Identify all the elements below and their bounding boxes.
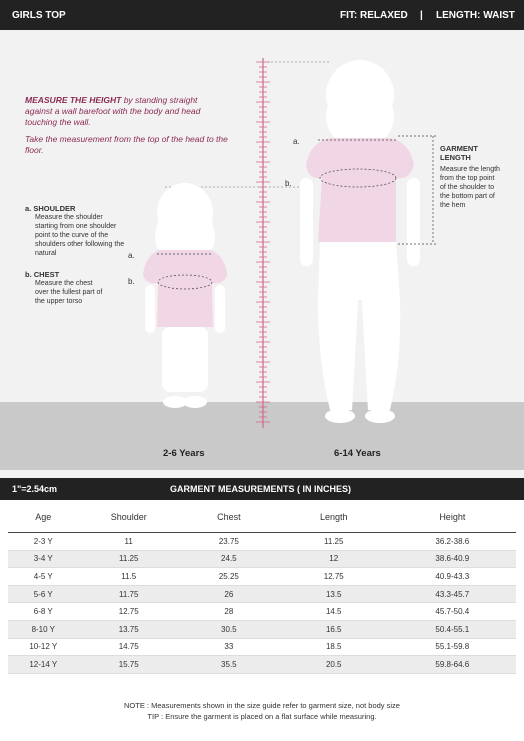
large-marker-a: a. <box>293 137 300 146</box>
table-cell: 16.5 <box>279 620 389 638</box>
table-row <box>8 533 516 551</box>
table-cell: 13.75 <box>79 620 179 638</box>
table-cell: 11.25 <box>79 550 179 568</box>
table-cell: 23.75 <box>179 533 279 551</box>
shoulder-note-text: Measure the shoulder starting from one shoulder point to the curve of the shoulders other following the natural <box>35 214 125 257</box>
table-row <box>8 585 516 603</box>
footer-tip: TIP : Ensure the garment is placed on a flat surface while measuring. <box>147 712 377 721</box>
small-child-figure <box>143 183 227 408</box>
table-cell: 2-3 Y <box>8 533 79 551</box>
table-cell: 43.3-45.7 <box>389 585 516 603</box>
table-title: GARMENT MEASUREMENTS ( IN INCHES) <box>170 484 352 494</box>
header-height: Height <box>389 502 516 533</box>
small-marker-a: a. <box>128 251 135 260</box>
measurement-table <box>8 502 516 674</box>
header-shoulder: Shoulder <box>79 502 179 533</box>
chest-note <box>25 270 107 306</box>
table-header-row <box>8 502 516 533</box>
table-cell: 33 <box>179 638 279 656</box>
table-cell: 5-6 Y <box>8 585 79 603</box>
table-cell: 12-14 Y <box>8 656 79 674</box>
large-top <box>306 138 414 242</box>
small-marker-b: b. <box>128 277 135 286</box>
table-cell: 4-5 Y <box>8 568 79 586</box>
table-cell: 14.75 <box>79 638 179 656</box>
table-cell: 28 <box>179 603 279 621</box>
table-cell: 12 <box>279 550 389 568</box>
header-chest: Chest <box>179 502 279 533</box>
header-length: Length <box>279 502 389 533</box>
table-cell: 40.9-43.3 <box>389 568 516 586</box>
table-cell: 13.5 <box>279 585 389 603</box>
height-ruler <box>256 58 270 428</box>
table-cell: 11.5 <box>79 568 179 586</box>
table-cell: 3-4 Y <box>8 550 79 568</box>
table-row <box>8 550 516 568</box>
table-cell: 11.25 <box>279 533 389 551</box>
measure-height-bold: MEASURE THE HEIGHT <box>25 95 122 105</box>
table-cell: 45.7-50.4 <box>389 603 516 621</box>
table-cell: 11 <box>79 533 179 551</box>
table-title-bar <box>0 478 524 500</box>
garment-length-note <box>440 144 502 210</box>
table-cell: 55.1-59.8 <box>389 638 516 656</box>
footer-notes <box>0 700 524 722</box>
table-cell: 18.5 <box>279 638 389 656</box>
table-cell: 12.75 <box>279 568 389 586</box>
large-figure-label: 6-14 Years <box>334 448 381 459</box>
measure-height-text: by standing straight against a wall barefoot with the body and head touching the wall. <box>25 95 201 127</box>
table-cell: 10-12 Y <box>8 638 79 656</box>
table-row <box>8 656 516 674</box>
take-measurement-instruction: Take the measurement from the top of the head to the floor. <box>25 134 228 155</box>
footer-note: NOTE : Measurements shown in the size guide refer to garment size, not body size <box>124 701 400 710</box>
table-cell: 24.5 <box>179 550 279 568</box>
table-cell: 26 <box>179 585 279 603</box>
large-child-figure <box>300 60 436 423</box>
table-cell: 12.75 <box>79 603 179 621</box>
table-cell: 35.5 <box>179 656 279 674</box>
header-bar <box>0 0 524 30</box>
table-row <box>8 620 516 638</box>
table-cell: 11.75 <box>79 585 179 603</box>
header-separator: | <box>420 9 423 21</box>
fit-label: FIT: RELAXED <box>340 9 408 21</box>
table-row <box>8 638 516 656</box>
table-cell: 59.8-64.6 <box>389 656 516 674</box>
chest-note-title: b. CHEST <box>25 270 60 279</box>
table-cell: 6-8 Y <box>8 603 79 621</box>
shoulder-note <box>25 204 125 258</box>
inch-conversion: 1"=2.54cm <box>12 484 58 494</box>
table-cell: 36.2-38.6 <box>389 533 516 551</box>
table-cell: 20.5 <box>279 656 389 674</box>
table-cell: 15.75 <box>79 656 179 674</box>
garment-length-title: GARMENT LENGTH <box>440 144 478 162</box>
table-cell: 8-10 Y <box>8 620 79 638</box>
garment-length-text: Measure the length from the top point of the shoulder to the bottom part of the hem <box>440 166 500 209</box>
chest-note-text: Measure the chest over the fullest part of the upper torso <box>35 280 103 305</box>
table-cell: 30.5 <box>179 620 279 638</box>
small-figure-label: 2-6 Years <box>163 448 205 459</box>
shoulder-note-title: a. SHOULDER <box>25 204 76 213</box>
table-cell: 25.25 <box>179 568 279 586</box>
length-label: LENGTH: WAIST <box>436 9 515 21</box>
table-cell: 14.5 <box>279 603 389 621</box>
large-marker-b: b. <box>285 179 292 188</box>
small-top <box>143 250 227 327</box>
page-title: GIRLS TOP <box>12 9 66 21</box>
table-cell: 38.6-40.9 <box>389 550 516 568</box>
measure-height-instruction <box>25 95 225 128</box>
table-row <box>8 568 516 586</box>
header-age: Age <box>8 502 79 533</box>
table-row <box>8 603 516 621</box>
table-cell: 50.4-55.1 <box>389 620 516 638</box>
